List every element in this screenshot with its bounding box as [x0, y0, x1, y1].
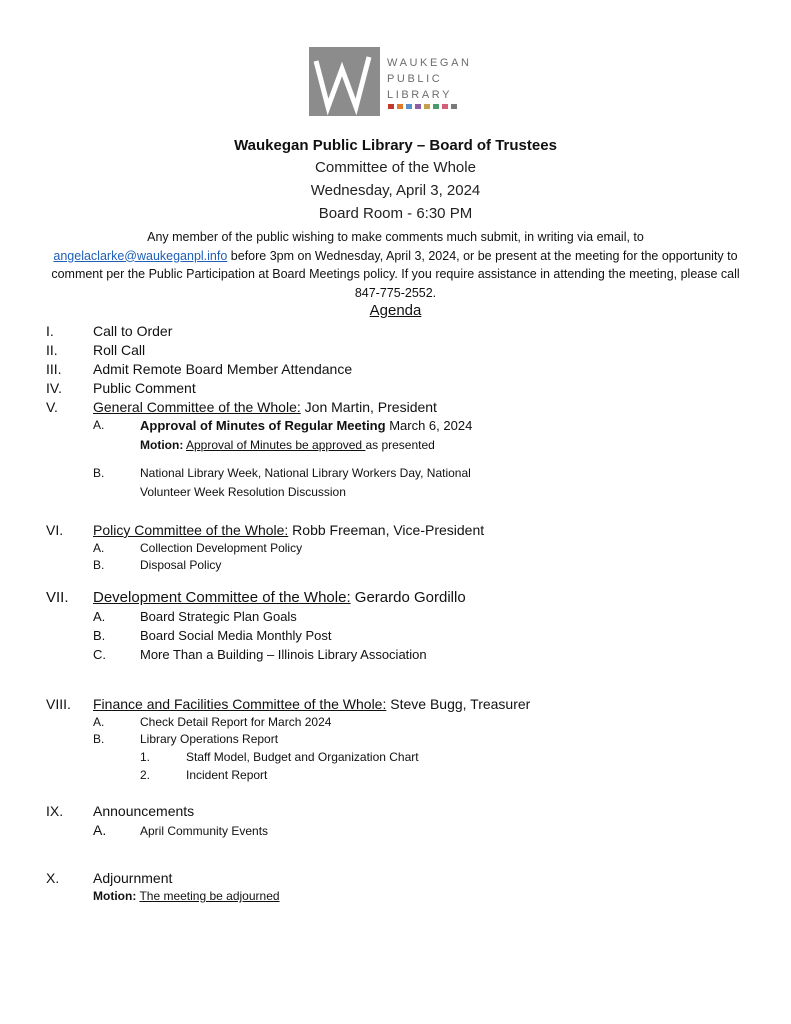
item-text: April Community Events: [140, 824, 269, 838]
logo-line-3: LIBRARY: [387, 89, 453, 101]
item-number: IX.: [46, 803, 64, 819]
item-letter: A.: [93, 822, 107, 838]
item-number: III.: [46, 361, 62, 377]
item-text-line-1: National Library Week, National Library Workers Day, National: [140, 466, 471, 480]
logo-square-7: [442, 104, 448, 109]
motion-label: Motion:: [93, 889, 137, 903]
item-subnumber: 2.: [140, 768, 151, 782]
item-letter: B.: [93, 628, 106, 643]
item-text: Adjournment: [93, 870, 173, 886]
item-number: IV.: [46, 380, 62, 396]
item-text-line-2: Volunteer Week Resolution Discussion: [140, 485, 346, 499]
item-text: [93, 589, 466, 606]
item-date: March 6, 2024: [385, 418, 473, 433]
item-letter: A.: [93, 715, 105, 729]
item-text: Announcements: [93, 803, 195, 819]
committee-heading: Development Committee of the Whole:: [93, 589, 351, 606]
item-text: Board Strategic Plan Goals: [140, 609, 297, 624]
logo-line-2: PUBLIC: [387, 73, 443, 85]
item-number: I.: [46, 323, 54, 339]
motion-x: [93, 889, 280, 903]
logo-square-3: [406, 104, 412, 109]
logo-square-2: [397, 104, 403, 109]
notice-text-2: before 3pm on Wednesday, April 3, 2024, or be present at the meeting for the opportunity to comment per the Public Participation at Board Meetings policy. If you require assistance in attending the meeting, please call 847-775-2552.: [51, 248, 740, 300]
committee-heading: Finance and Facilities Committee of the Whole:: [93, 696, 387, 712]
w-letter-icon: [309, 47, 380, 116]
library-logo-text: [387, 55, 472, 103]
motion-rest: as presented: [365, 438, 435, 452]
email-link[interactable]: angelaclarke@waukeganpl.info: [53, 248, 228, 263]
item-text: [93, 696, 530, 712]
item-letter: A.: [93, 609, 106, 624]
logo-line-1: WAUKEGAN: [387, 57, 472, 69]
meeting-date: Wednesday, April 3, 2024: [310, 182, 481, 199]
item-text: Staff Model, Budget and Organization Chart: [186, 750, 419, 764]
item-text: Disposal Policy: [140, 558, 222, 572]
item-text: Roll Call: [93, 342, 146, 358]
committee-chair: Steve Bugg, Treasurer: [386, 696, 531, 712]
item-number: VIII.: [46, 696, 71, 712]
meeting-room-time: Board Room - 6:30 PM: [318, 205, 473, 222]
item-text: Public Comment: [93, 380, 196, 396]
logo-square-1: [388, 104, 394, 109]
item-text: Incident Report: [186, 768, 268, 782]
item-letter: C.: [93, 647, 106, 662]
motion-v-a: [140, 438, 435, 452]
logo-square-8: [451, 104, 457, 109]
item-letter: A.: [93, 418, 105, 432]
item-number: V.: [46, 399, 58, 415]
logo-color-squares: [388, 104, 457, 109]
item-subnumber: 1.: [140, 750, 151, 764]
motion-label: Motion:: [140, 438, 184, 452]
item-letter: B.: [93, 558, 105, 572]
committee-chair: Jon Martin, President: [300, 399, 437, 415]
notice-text-1: Any member of the public wishing to make comments much submit, in writing via email, to: [147, 230, 644, 244]
item-letter: B.: [93, 732, 105, 746]
document-title: Waukegan Public Library – Board of Trustees: [234, 137, 557, 154]
item-text: Board Social Media Monthly Post: [140, 628, 332, 643]
committee-chair: Robb Freeman, Vice-President: [288, 522, 485, 538]
item-number: VII.: [46, 589, 69, 606]
item-text: Check Detail Report for March 2024: [140, 715, 332, 729]
item-letter: A.: [93, 541, 105, 555]
item-number: VI.: [46, 522, 64, 538]
item-text: [93, 399, 437, 415]
logo-square-5: [424, 104, 430, 109]
motion-underlined: Approval of Minutes be approved: [185, 438, 366, 452]
committee-name: Committee of the Whole: [315, 159, 476, 176]
item-text: [93, 522, 484, 538]
item-number: X.: [46, 870, 60, 886]
item-text: More Than a Building – Illinois Library Association: [140, 647, 427, 662]
item-text: Collection Development Policy: [140, 541, 303, 555]
committee-chair: Gerardo Gordillo: [350, 589, 466, 606]
item-text: Admit Remote Board Member Attendance: [93, 361, 353, 377]
item-text: [140, 418, 472, 433]
logo-square-4: [415, 104, 421, 109]
committee-heading: Policy Committee of the Whole:: [93, 522, 289, 538]
motion-underlined: The meeting be adjourned: [139, 889, 280, 903]
agenda-heading: Agenda: [369, 302, 422, 319]
public-comment-notice: [40, 228, 751, 302]
item-letter: B.: [93, 466, 105, 480]
item-number: II.: [46, 342, 58, 358]
library-logo-mark: [309, 47, 380, 116]
item-bold-text: Approval of Minutes of Regular Meeting: [140, 418, 386, 433]
item-text: Call to Order: [93, 323, 173, 339]
logo-square-6: [433, 104, 439, 109]
item-text: Library Operations Report: [140, 732, 279, 746]
committee-heading: General Committee of the Whole:: [93, 399, 301, 415]
